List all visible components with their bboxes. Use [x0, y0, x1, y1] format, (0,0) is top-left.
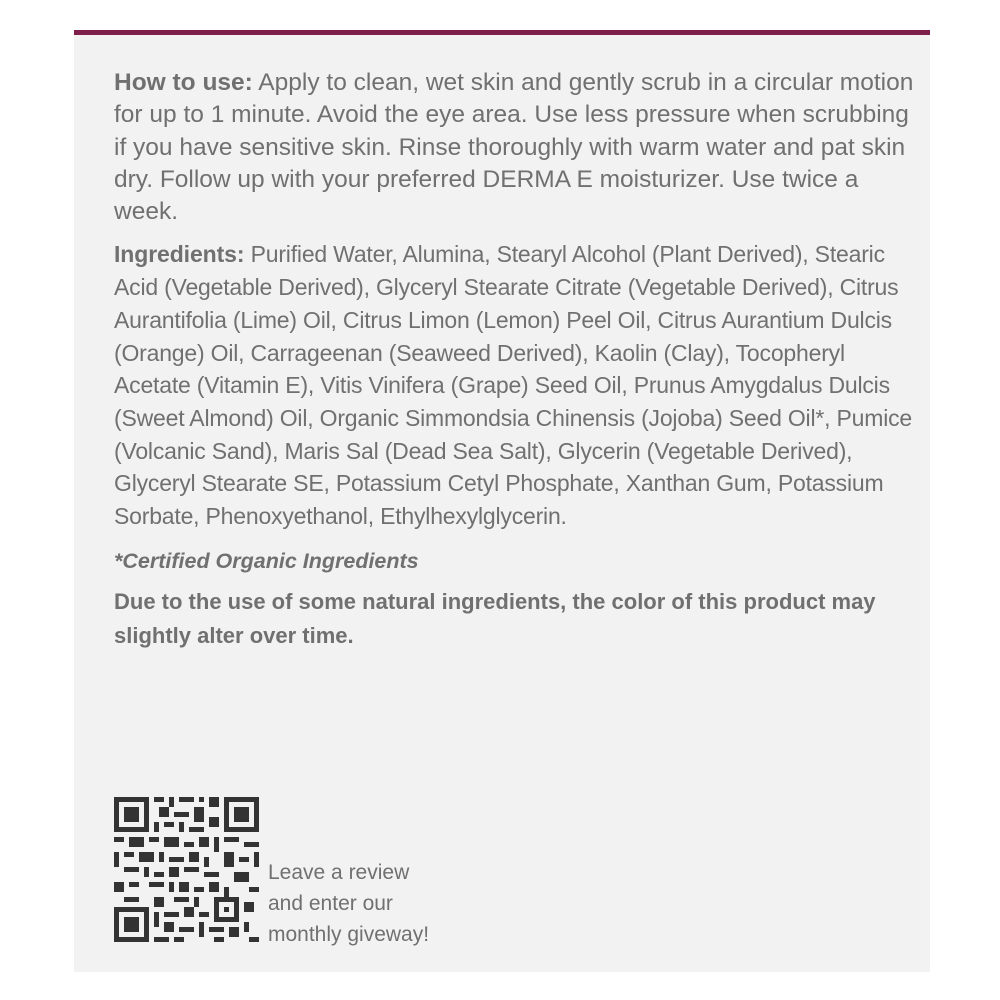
color-notice: Due to the use of some natural ingredients, the color of this product may slightly alter over time. — [114, 588, 876, 648]
ingredients-paragraph — [114, 238, 914, 532]
how-to-use-paragraph — [114, 67, 914, 228]
review-line-1: Leave a review — [268, 861, 410, 884]
ingredients-label: Ingredients: — [114, 241, 245, 268]
label-content — [114, 67, 914, 653]
review-invitation — [268, 857, 508, 950]
review-section — [114, 797, 430, 946]
how-to-use-text: Apply to clean, wet skin and gently scrub in a circular motion for up to 1 minute. Avoid the eye area. Use less pressure when scrubbing if you have sensitive skin. Rinse thoroughly with warm water and pat skin dry. Follow up with your preferred DERMA E moisturizer. Use twice a week. — [114, 69, 914, 226]
label-panel — [74, 30, 930, 972]
certified-organic-note: *Certified Organic Ingredients — [114, 548, 419, 573]
review-line-3: monthly giveway! — [268, 923, 430, 946]
review-line-2: and enter our — [268, 892, 393, 915]
ingredients-text: Purified Water, Alumina, Stearyl Alcohol (Plant Derived), Stearic Acid (Vegetable Derived), Glyceryl Stearate Citrate (Vegetable Derived), Citrus Aurantifolia (Lime) Oil, Citrus Limon (Lemon) Peel Oil, Citrus Aurantium Dulcis (Orange) Oil, Carrageenan (Seaweed Derived), Kaolin (Clay), Tocopheryl Acetate (Vitamin E), Vitis Vinifera (Grape) Seed Oil, Prunus Amygdalus Dulcis (Sweet Almond) Oil, Organic Simmondsia Chinensis (Jojoba) Seed Oil*, Pumice (Volcanic Sand), Maris Sal (Dead Sea Salt), Glycerin (Vegetable Derived), Glyceryl Stearate SE, Potassium Cetyl Phosphate, Xanthan Gum, Potassium Sorbate, Phenoxyethanol, Ethylhexylglycerin. — [114, 241, 912, 530]
qr-code-icon[interactable] — [114, 797, 259, 942]
how-to-use-label: How to use: — [114, 69, 253, 96]
